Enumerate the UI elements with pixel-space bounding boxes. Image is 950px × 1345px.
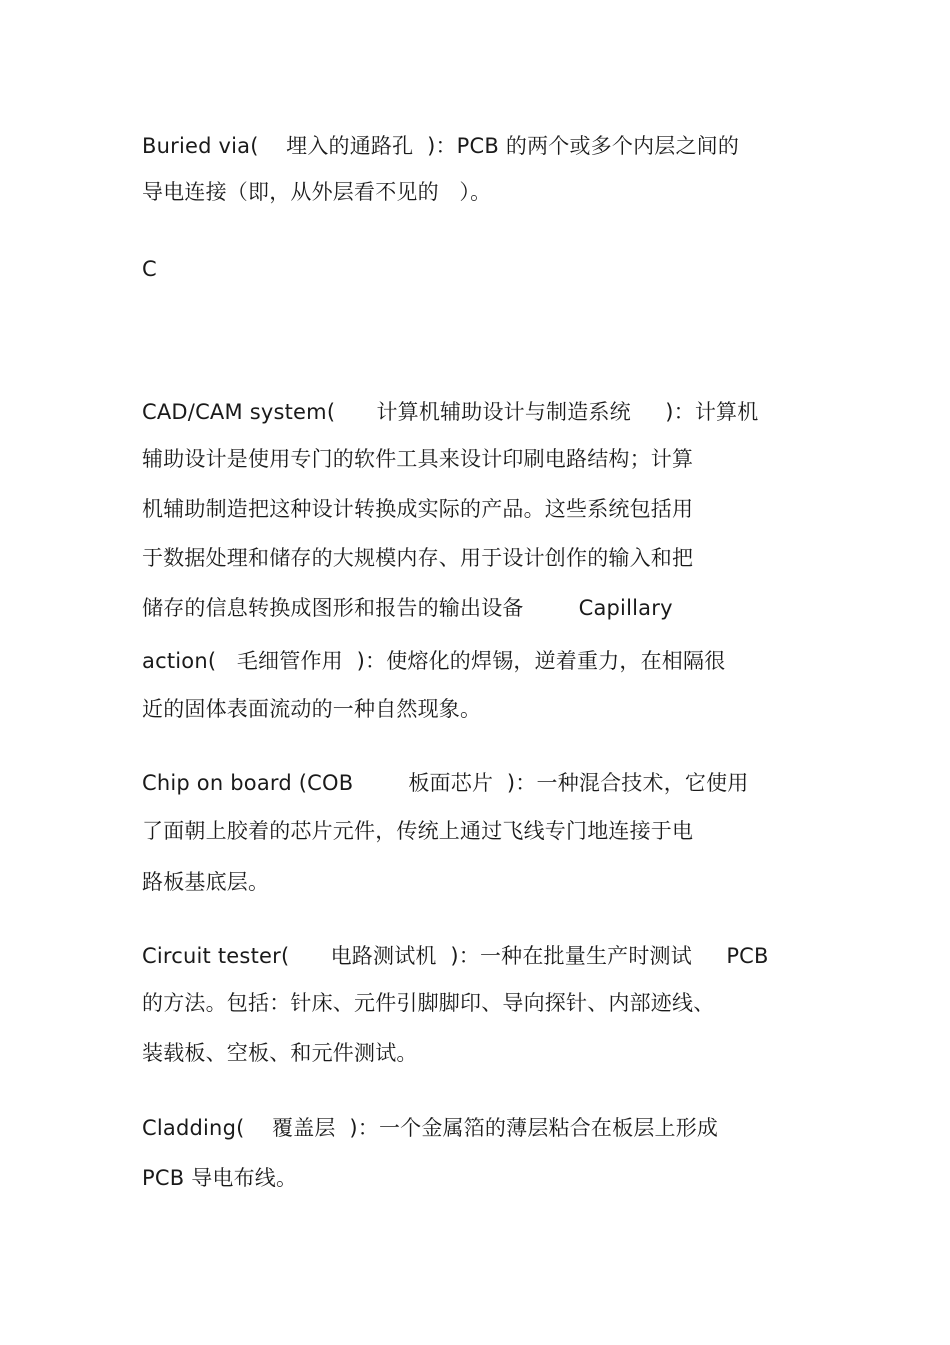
section-letter-c: C: [142, 257, 157, 281]
cladding-line-1: Cladding( 覆盖层 )：一个金属箔的薄层粘合在板层上形成: [142, 1116, 719, 1140]
cad-cam-line-3: 机辅助制造把这种设计转换成实际的产品。这些系统包括用: [142, 497, 694, 521]
cladding-line-2: PCB 导电布线。: [142, 1166, 298, 1190]
cad-cam-line-5: 储存的信息转换成图形和报告的输出设备 Capillary: [142, 596, 673, 620]
circuit-tester-line-3: 装载板、空板、和元件测试。: [142, 1041, 418, 1065]
chip-on-board-line-1: Chip on board (COB 板面芯片 )：一种混合技术，它使用: [142, 771, 749, 795]
chip-on-board-line-3: 路板基底层。: [142, 870, 270, 894]
circuit-tester-line-1: Circuit tester( 电路测试机 )：一种在批量生产时测试 PCB: [142, 944, 769, 968]
capillary-action-line-1: action( 毛细管作用 )：使熔化的焊锡，逆着重力，在相隔很: [142, 649, 726, 673]
capillary-action-line-2: 近的固体表面流动的一种自然现象。: [142, 697, 482, 721]
cad-cam-line-2: 辅助设计是使用专门的软件工具来设计印刷电路结构；计算: [142, 447, 694, 471]
buried-via-line-2: 导电连接（即，从外层看不见的 ）。: [142, 180, 492, 204]
circuit-tester-line-2: 的方法。包括：针床、元件引脚脚印、导向探针、内部迹线、: [142, 991, 715, 1015]
chip-on-board-line-2: 了面朝上胶着的芯片元件，传统上通过飞线专门地连接于电: [142, 819, 694, 843]
cad-cam-line-4: 于数据处理和储存的大规模内存、用于设计创作的输入和把: [142, 546, 694, 570]
buried-via-line-1: Buried via( 埋入的通路孔 )：PCB 的两个或多个内层之间的: [142, 134, 740, 158]
cad-cam-line-1: CAD/CAM system( 计算机辅助设计与制造系统 )：计算机: [142, 400, 759, 424]
